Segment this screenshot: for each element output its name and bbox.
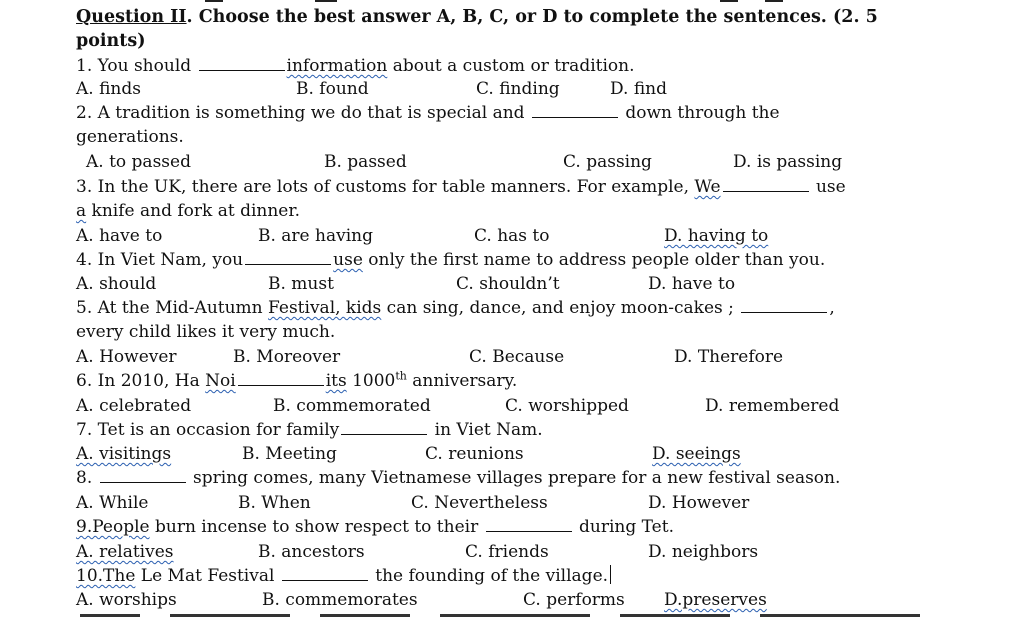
q2-option-c[interactable]: C. passing	[563, 152, 652, 172]
section-label: Question II	[76, 7, 187, 27]
q10-option-d[interactable]: D.preserves	[664, 590, 767, 610]
question-8: 8. spring comes, many Vietnamese villages prepare for a new festival season.	[76, 468, 841, 488]
question-10: 10.The Le Mat Festival the founding of the village.	[76, 565, 611, 587]
q6-option-a[interactable]: A. celebrated	[76, 396, 192, 416]
q1-option-a[interactable]: A. finds	[76, 79, 141, 99]
question-5: 5. At the Mid-Autumn Festival, kids can sing, dance, and enjoy moon-cakes ; ,	[76, 298, 835, 318]
answer-blank[interactable]	[282, 566, 368, 581]
q5-option-b[interactable]: B. Moreover	[233, 347, 341, 367]
q9-option-b[interactable]: B. ancestors	[258, 542, 365, 562]
q5-option-d[interactable]: D. Therefore	[674, 347, 784, 367]
section-points: points)	[76, 31, 146, 51]
question-2-cont: generations.	[76, 127, 184, 147]
q9-option-d[interactable]: D. neighbors	[648, 542, 759, 562]
q2-option-d[interactable]: D. is passing	[733, 152, 843, 172]
question-4: 4. In Viet Nam, you use only the first name to address people older than you.	[76, 250, 826, 270]
answer-blank[interactable]	[741, 298, 827, 313]
question-5-cont: every child likes it very much.	[76, 322, 336, 342]
section-title	[76, 6, 878, 28]
q1-option-c[interactable]: C. finding	[476, 79, 560, 99]
q2-option-b[interactable]: B. passed	[324, 152, 407, 172]
question-9: 9.People burn incense to show respect to their during Tet.	[76, 517, 674, 537]
section-instructions: . Choose the best answer A, B, C, or D to complete the sentences. (2. 5	[186, 7, 878, 27]
question-2: 2. A tradition is something we do that is special and down through the	[76, 103, 780, 123]
q8-option-a[interactable]: A. While	[76, 493, 149, 513]
q1-option-b[interactable]: B. found	[296, 79, 369, 99]
q6-option-c[interactable]: C. worshipped	[505, 396, 629, 416]
question-1: 1. You should information about a custom or tradition.	[76, 56, 635, 76]
top-edge-marks	[0, 0, 1024, 4]
q3-option-a[interactable]: A. have to	[76, 226, 163, 246]
q3-option-c[interactable]: C. has to	[474, 226, 550, 246]
q10-option-c[interactable]: C. performs	[523, 590, 625, 610]
q10-option-b[interactable]: B. commemorates	[262, 590, 418, 610]
answer-blank[interactable]	[532, 103, 618, 118]
q7-option-b[interactable]: B. Meeting	[242, 444, 337, 464]
answer-blank[interactable]	[341, 420, 427, 435]
answer-blank[interactable]	[238, 371, 324, 386]
q4-option-d[interactable]: D. have to	[648, 274, 736, 294]
q6-option-b[interactable]: B. commemorated	[273, 396, 431, 416]
q1-option-d[interactable]: D. find	[610, 79, 668, 99]
q4-option-a[interactable]: A. should	[76, 274, 157, 294]
question-3-cont: a knife and fork at dinner.	[76, 201, 301, 221]
q9-option-c[interactable]: C. friends	[465, 542, 549, 562]
question-6: 6. In 2010, Ha Noi its 1000th anniversary.	[76, 369, 518, 391]
cut-off-next-line	[80, 612, 950, 617]
answer-blank[interactable]	[245, 250, 331, 265]
q3-option-b[interactable]: B. are having	[258, 226, 373, 246]
q6-option-d[interactable]: D. remembered	[705, 396, 840, 416]
answer-blank[interactable]	[486, 517, 572, 532]
q8-option-b[interactable]: B. When	[238, 493, 311, 513]
q4-option-c[interactable]: C. shouldn’t	[456, 274, 560, 294]
question-3: 3. In the UK, there are lots of customs for table manners. For example, We use	[76, 177, 846, 197]
q5-option-c[interactable]: C. Because	[469, 347, 565, 367]
q7-option-d[interactable]: D. seeings	[652, 444, 741, 464]
q4-option-b[interactable]: B. must	[268, 274, 334, 294]
q3-option-d[interactable]: D. having to	[664, 226, 769, 246]
text-cursor	[610, 565, 611, 584]
q9-option-a[interactable]: A. relatives	[76, 542, 174, 562]
q8-option-d[interactable]: D. However	[648, 493, 750, 513]
q5-option-a[interactable]: A. However	[76, 347, 177, 367]
answer-blank[interactable]	[723, 177, 809, 192]
question-7: 7. Tet is an occasion for family in Viet Nam.	[76, 420, 543, 440]
answer-blank[interactable]	[199, 56, 285, 71]
q8-option-c[interactable]: C. Nevertheless	[411, 493, 548, 513]
q2-option-a[interactable]: A. to passed	[86, 152, 191, 172]
q10-option-a[interactable]: A. worships	[76, 590, 177, 610]
q7-option-a[interactable]: A. visitings	[76, 444, 172, 464]
answer-blank[interactable]	[100, 468, 186, 483]
q7-option-c[interactable]: C. reunions	[425, 444, 524, 464]
